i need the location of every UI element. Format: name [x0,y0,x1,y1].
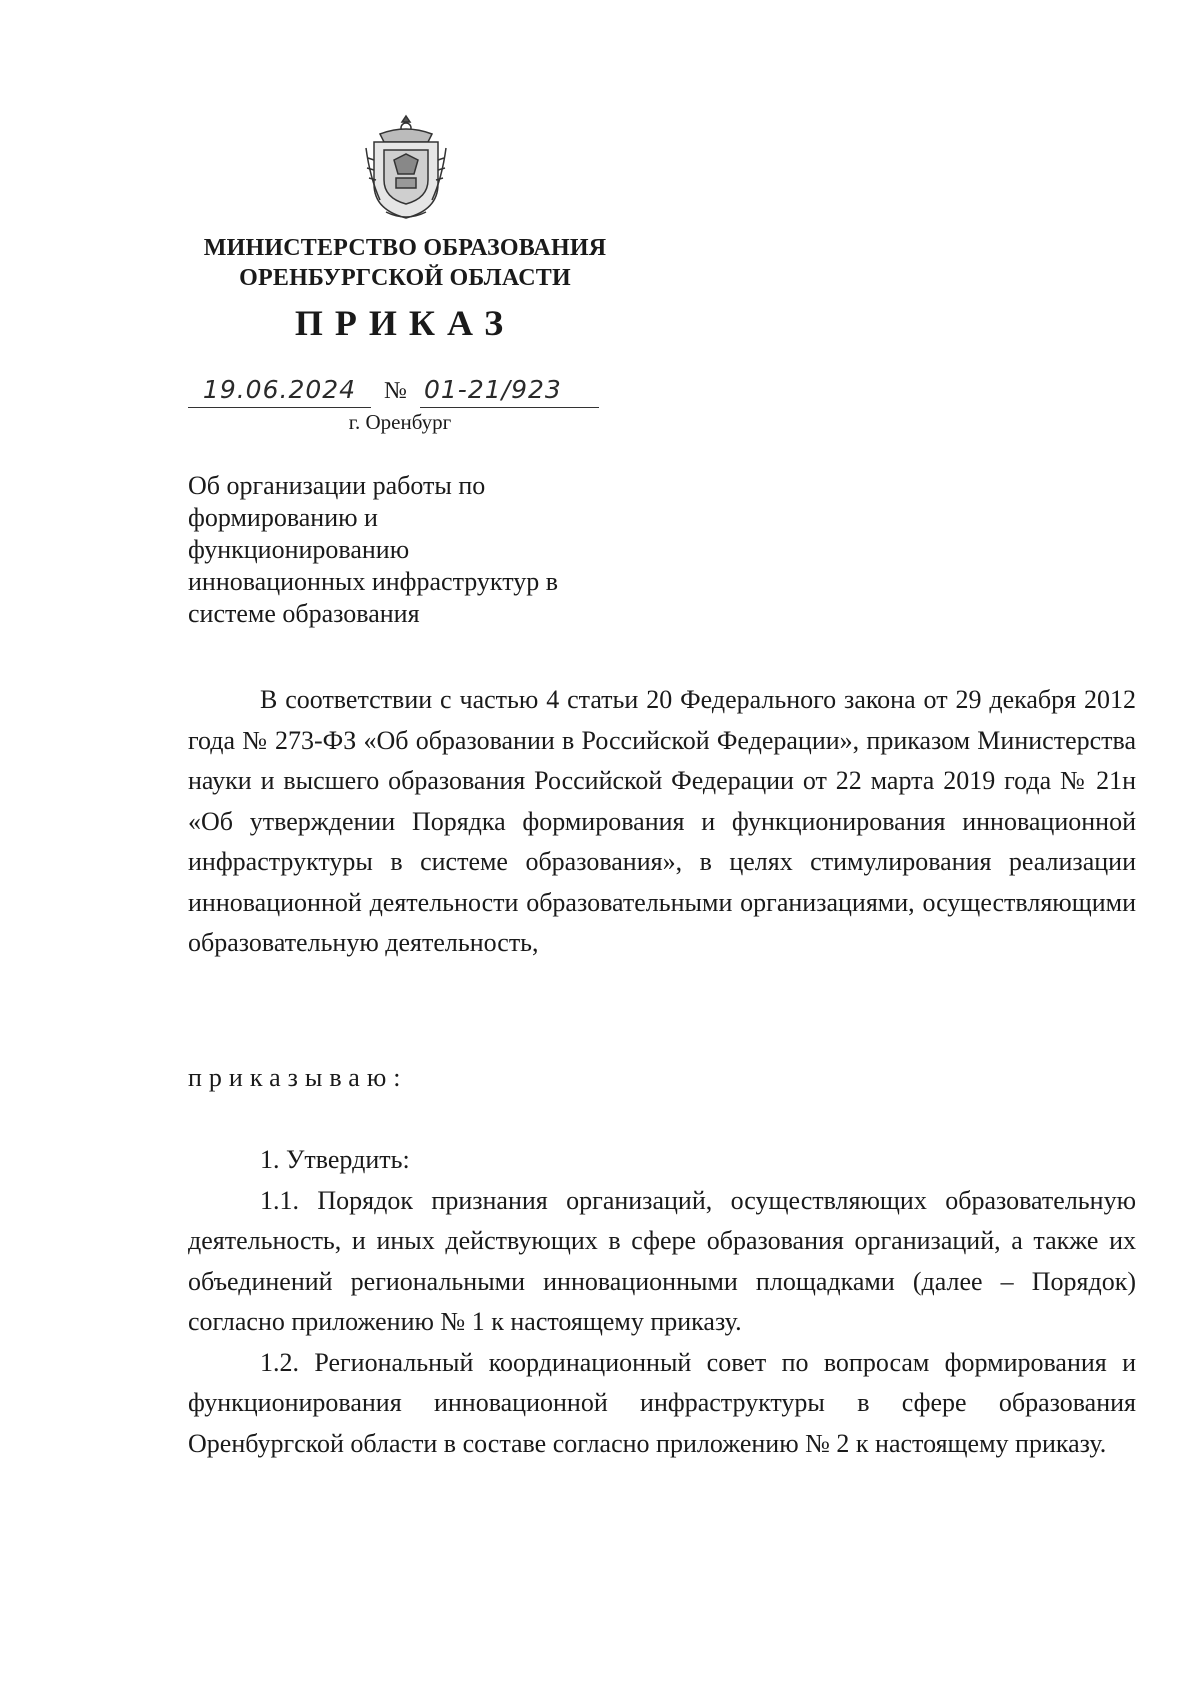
item-1: 1. Утвердить: [260,1145,410,1174]
preamble-block [188,680,1136,964]
subject-line: инновационных инфраструктур в [188,567,559,596]
ministry-name-line2: ОРЕНБУРГСКОЙ ОБЛАСТИ [239,265,571,291]
order-items [188,1140,1136,1464]
coat-of-arms-emblem [360,112,452,224]
order-date: 19.06.2024 [188,375,371,408]
subject-line: формированию и [188,503,378,532]
subject-line: Об организации работы по [188,471,486,500]
document-type-title: ПРИКАЗ [294,303,516,343]
city-label: г. Оренбург [348,410,452,434]
item-1-1: 1.1. Порядок признания организаций, осуществляющих образовательную деятельность, и иных действующих в сфере образования организаций, а также их объединений региональными инновационными площадками (далее – Порядок) согласно приложению № 1 к настоящему приказу. [188,1185,1136,1336]
preamble-paragraph: В соответствии с частью 4 статьи 20 Федерального закона от 29 декабря 2012 года № 273-ФЗ «Об образовании в Российской Федерации», приказом Министерства науки и высшего образования Российской Федерации от 22 марта 2019 года № 21н «Об утверждении Порядка формирования и функционирования инновационной инфраструктуры в системе образования», в целях стимулирования реализации инновационной деятельности образовательными организациями, осуществляющими образовательную деятельность, [188,685,1136,957]
order-subject [188,470,608,630]
subject-line: функционированию [188,535,410,564]
order-directive: приказываю: [188,1063,408,1092]
number-sign: № [384,378,407,404]
ministry-name-line1: МИНИСТЕРСТВО ОБРАЗОВАНИЯ [203,235,607,261]
item-1-2: 1.2. Региональный координационный совет по вопросам формирования и функционирования инновационной инфраструктуры в сфере образования Оренбургской области в составе согласно приложению № 2 к настоящему приказу. [188,1347,1136,1458]
date-number-line [188,375,608,409]
order-number: 01-21/923 [420,375,599,408]
subject-line: системе образования [188,599,420,628]
ministry-name [150,233,660,293]
